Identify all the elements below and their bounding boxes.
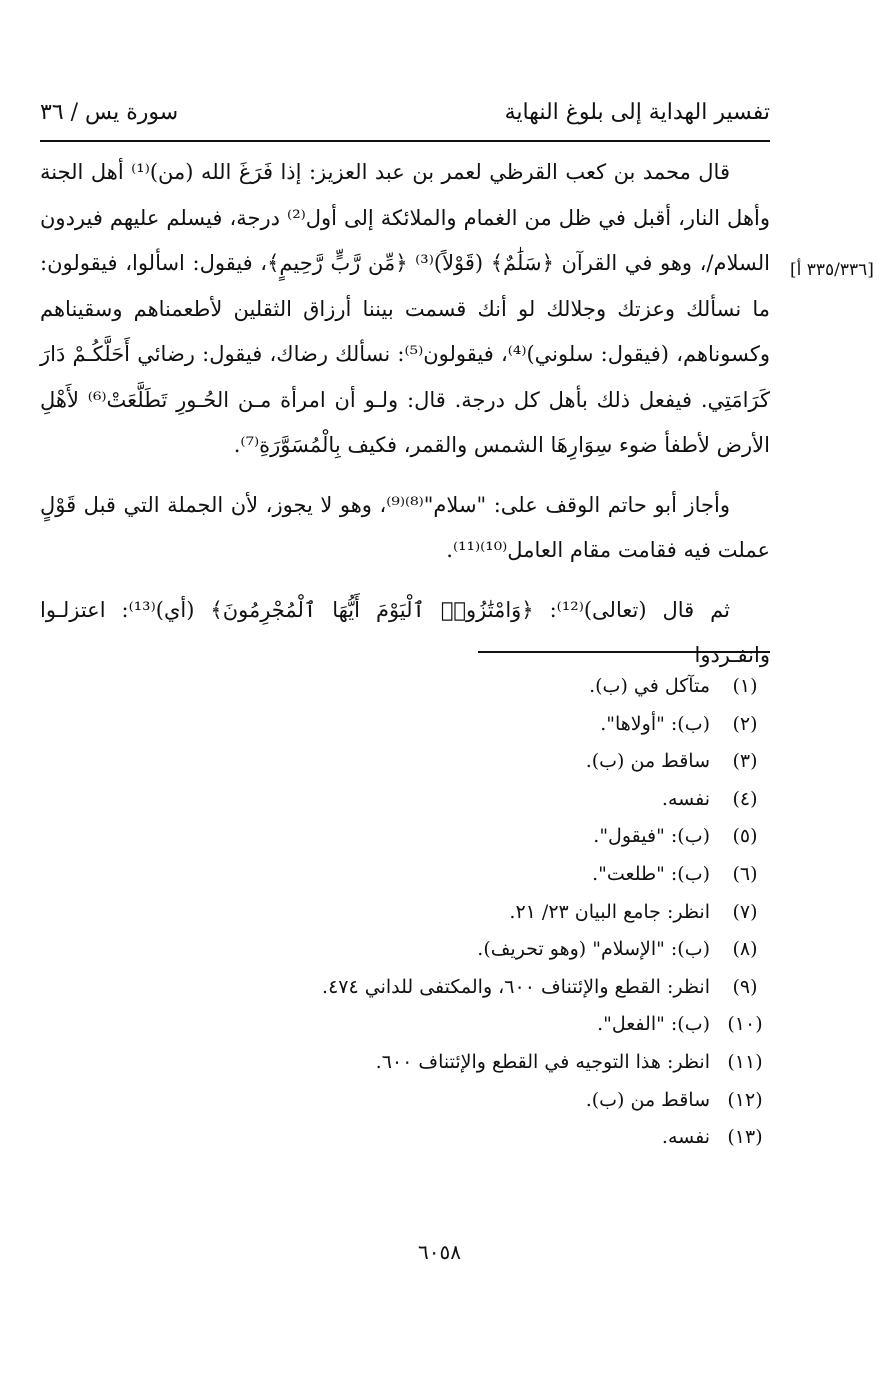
footnote-rule <box>478 651 770 653</box>
footnote-text: (ب): "فيقول". <box>593 825 710 848</box>
footnote <box>40 1082 770 1120</box>
footnote-text: (ب): "أولاها". <box>600 712 710 735</box>
manuscript-folio-reference: [٣٣٥/٣٣٦ أ] <box>790 260 874 280</box>
footnote-number: (٦) <box>732 862 758 885</box>
page-number: ٦٠٥٨ <box>418 1240 461 1264</box>
paragraph-3: ثم قال (تعالى)⁽¹²⁾: ﴿وَامْتَٰزُوا۟ ٱلْيَوْمَ أَيُّهَا ٱلْمُجْرِمُونَ﴾ (أي)⁽¹³⁾: اعتزلـوا وانفـردوا <box>40 597 770 667</box>
header-rule <box>40 140 770 142</box>
main-text <box>40 150 770 679</box>
footnote-text: انظر: القطع والإئتناف ٦٠٠، والمكتفى للداني ٤٧٤. <box>322 975 710 998</box>
footnote <box>40 706 770 744</box>
surah-label: سورة يس / ٣٦ <box>40 100 179 125</box>
footnote-text: (ب): "الفعل". <box>597 1013 710 1036</box>
footnote <box>40 668 770 706</box>
paragraph-1: قال محمد بن كعب القرظي لعمر بن عبد العزيز: إذا فَرَغَ الله (من)⁽¹⁾ أهل الجنة وأهل النار، أقبل في ظل من الغمام والملائكة إلى أول⁽²⁾ درجة، فيسلم عليهم فيردون السلام/، وهو في القرآن ﴿سَلَٰمٌ﴾ (قَوْلاً)⁽³⁾ ﴿مِّن رَّبٍّ رَّحِيمٍ﴾، فيقول: اسألوا، فيقولون: ما نسألك وعزتك وجلالك لو أنك قسمت بيننا أرزاق الثقلين لأطعمناهم وسقيناهم وكسوناهم، (فيقول: سلوني)⁽⁴⁾، فيقولون⁽⁵⁾: نسألك رضاك، فيقول: رضائي أَحَلَّكُـمْ دَارَ كَرَامَتِي. فيفعل ذلك بأهل كل درجة. قال: ولـو أن امرأة مـن الحُـورِ تَطَلَّعَتْ⁽⁶⁾ لأَهْلِ الأرض لأطفأ ضوء سِوَارِهَا الشمس والقمر، فكيف بِالْمُسَوَّرَةِ⁽⁷⁾. <box>40 160 771 457</box>
footnote-number: (٩) <box>732 975 758 998</box>
footnote <box>40 856 770 894</box>
footnote-text: انظر: جامع البيان ٢٣/ ٢١. <box>509 900 710 923</box>
footnote-number: (٢) <box>732 712 758 735</box>
footnote <box>40 1006 770 1044</box>
footnote-text: نفسه. <box>661 787 710 810</box>
footnote-number: (١) <box>732 675 758 697</box>
footnote-number: (٧) <box>732 900 758 923</box>
footnotes-list <box>40 668 770 1157</box>
footnote-text: ساقط من (ب). <box>585 1088 710 1111</box>
footnote <box>40 969 770 1007</box>
footnote <box>40 931 770 969</box>
footnote-number: (١١) <box>727 1050 763 1073</box>
footnote-text: ساقط من (ب). <box>585 750 710 773</box>
paragraph-2: وأجاز أبو حاتم الوقف على: "سلام"⁽⁸⁾⁽⁹⁾، وهو لا يجوز، لأن الجملة التي قبل قَوْلٍ عملت فيه فقامت مقام العامل⁽¹⁰⁾⁽¹¹⁾. <box>40 492 770 562</box>
running-header <box>40 96 770 130</box>
footnote-text: (ب): "الإسلام" (وهو تحريف). <box>477 938 710 961</box>
footnote-number: (١٠) <box>727 1013 763 1036</box>
footnote-text: (ب): "طلعت". <box>592 862 710 885</box>
book-title: تفسير الهداية إلى بلوغ النهاية <box>504 100 770 125</box>
footnote-number: (١٣) <box>727 1126 763 1149</box>
footnote-text: متآكل في (ب). <box>589 675 710 697</box>
footnote <box>40 1044 770 1082</box>
footnote-number: (٤) <box>732 787 758 810</box>
footnote <box>40 818 770 856</box>
footnote-number: (٨) <box>732 938 758 961</box>
footnote <box>40 894 770 932</box>
footnote <box>40 1119 770 1157</box>
footnote-number: (١٢) <box>727 1088 763 1111</box>
footnote-text: انظر: هذا التوجيه في القطع والإئتناف ٦٠٠. <box>375 1050 710 1073</box>
footnote <box>40 743 770 781</box>
footnote <box>40 781 770 819</box>
footnote-number: (٥) <box>732 825 758 848</box>
footnote-number: (٣) <box>732 750 758 773</box>
footnote-text: نفسه. <box>661 1126 710 1149</box>
